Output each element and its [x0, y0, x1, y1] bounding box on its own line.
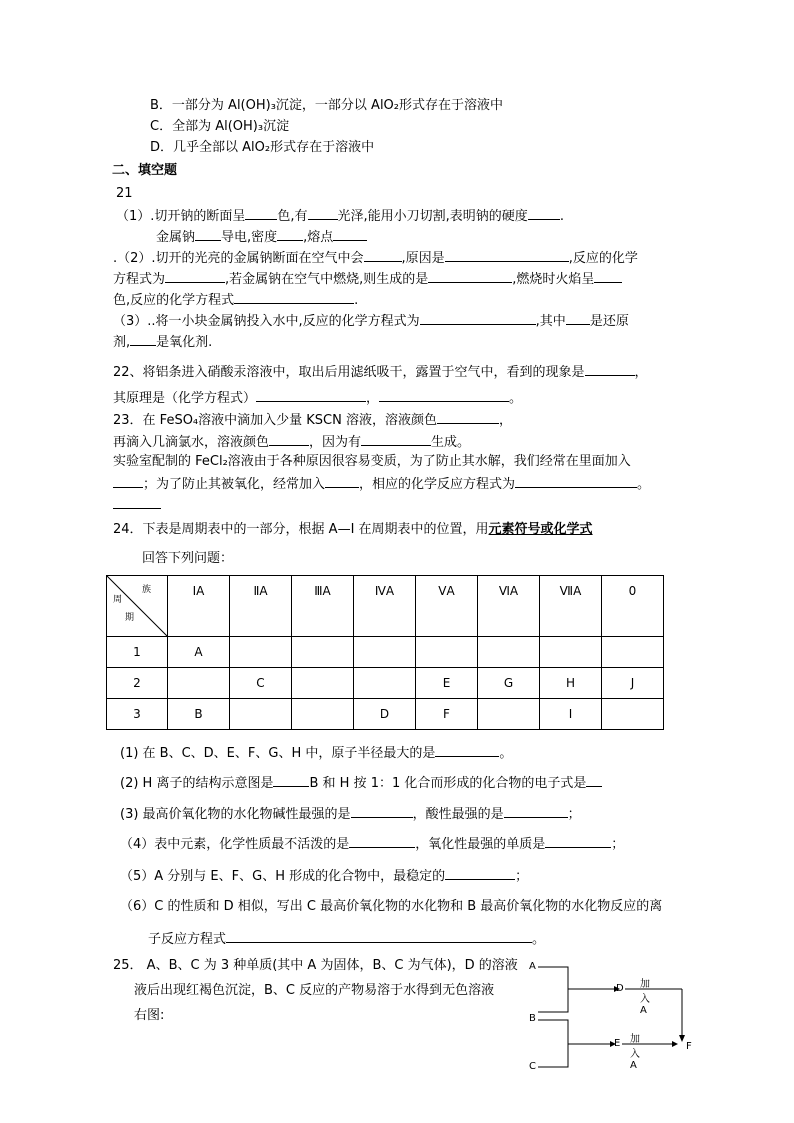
- q23-line1: 23．在 FeSO₄溶液中滴加入少量 KSCN 溶液，溶液颜色 ，: [113, 410, 512, 430]
- period-cell: 3: [107, 699, 168, 730]
- periodic-table: [106, 575, 664, 730]
- group-header: ⅡA: [230, 576, 292, 637]
- flow-node-d: D: [616, 983, 624, 994]
- option-b: B．一部分为 Al(OH)₃沉淀，一部分以 AlO₂形式存在于溶液中: [150, 98, 503, 113]
- element-cell: J: [602, 668, 664, 699]
- element-cell: [354, 668, 416, 699]
- q25-line2: 液后出现红褐色沉淀，B、C 反应的产物易溶于水得到无色溶液: [134, 983, 495, 998]
- q21-line7: 剂, 是氧化剂.: [113, 332, 212, 352]
- option-d: D．几乎全部以 AlO₂形式存在于溶液中: [150, 140, 375, 155]
- q24-intro: 24．下表是周期表中的一部分，根据 A—I 在周期表中的位置，用元素符号或化学式: [113, 522, 593, 537]
- q21-line1: （1）.切开钠的断面呈 色,有 光泽,能用小刀切割,表明钠的硬度 .: [116, 206, 564, 226]
- q24-answer-prompt: 回答下列问题：: [142, 551, 234, 566]
- period-cell: 2: [107, 668, 168, 699]
- group-header: ⅥA: [478, 576, 540, 637]
- element-cell: [292, 668, 354, 699]
- period-cell: 1: [107, 637, 168, 668]
- element-cell: [292, 637, 354, 668]
- element-cell: [602, 699, 664, 730]
- element-cell: I: [540, 699, 602, 730]
- q23-line3: 实验室配制的 FeCl₂溶液由于各种原因很容易变质，为了防止其水解，我们经常在里面加入: [113, 454, 631, 469]
- q21-line5: 色,反应的化学方程式 .: [113, 290, 358, 310]
- flow-node-e: E: [614, 1038, 621, 1049]
- table-row: [107, 699, 664, 730]
- element-cell: [540, 637, 602, 668]
- corner-group-label: 族: [141, 585, 151, 595]
- flow-node-f: F: [686, 1041, 692, 1052]
- group-header: ⅣA: [354, 576, 416, 637]
- q23-trailing-blank: [113, 508, 161, 509]
- element-cell: [478, 699, 540, 730]
- element-cell: B: [168, 699, 230, 730]
- element-cell: [354, 637, 416, 668]
- element-cell: F: [416, 699, 478, 730]
- element-cell: [230, 637, 292, 668]
- corner-period-label-1: 周: [113, 595, 123, 605]
- table-row: [107, 637, 664, 668]
- q24-sub2: (2) H 离子的结构示意图是 B 和 H 按 1：1 化合而形成的化合物的电子式是: [120, 773, 602, 793]
- group-header: ⅦA: [540, 576, 602, 637]
- flow-label-add-a-1: 加入A: [640, 979, 650, 1016]
- q23-line2: 再滴入几滴氯水，溶液颜色 ，因为有 生成。: [113, 432, 470, 452]
- element-cell: [292, 699, 354, 730]
- table-row: [107, 668, 664, 699]
- q21-line2: 金属钠 导电,密度 ,熔点: [156, 227, 367, 247]
- option-c: C．全部为 Al(OH)₃沉淀: [150, 119, 290, 134]
- q24-sub6-line2: 子反应方程式 。: [148, 929, 545, 949]
- corner-period-label-2: 期: [125, 613, 135, 623]
- element-cell: A: [168, 637, 230, 668]
- flow-node-b: B: [529, 1013, 536, 1024]
- q24-sub6-line1: （6）C 的性质和 D 相似，写出 C 最高价氧化物的水化物和 B 最高价氧化物的水化物反应的离: [120, 899, 663, 914]
- q23-line4: ；为了防止其被氧化，经常加入 ，相应的化学反应方程式为 。: [113, 474, 650, 494]
- q24-sub4: （4）表中元素，化学性质最不活泼的是 ，氧化性最强的单质是 ；: [120, 834, 624, 854]
- element-cell: C: [230, 668, 292, 699]
- q21-line6: （3）..将一小块金属钠投入水中,反应的化学方程式为 ,其中 是还原: [113, 311, 629, 331]
- element-cell: E: [416, 668, 478, 699]
- group-header: ⅤA: [416, 576, 478, 637]
- element-cell: [230, 699, 292, 730]
- element-cell: [478, 637, 540, 668]
- group-header: ⅢA: [292, 576, 354, 637]
- q24-sub3: (3) 最高价氧化物的水化物碱性最强的是 ，酸性最强的是 ；: [120, 804, 581, 824]
- q21-line3: .（2）.切开的光亮的金属钠断面在空气中会 ,原因是 ,反应的化学: [113, 248, 638, 268]
- flow-connectors: [520, 955, 710, 1075]
- element-cell: D: [354, 699, 416, 730]
- q24-sub5: （5）A 分别与 E、F、G、H 形成的化合物中，最稳定的 ；: [120, 866, 528, 886]
- element-cell: H: [540, 668, 602, 699]
- group-header: ⅠA: [168, 576, 230, 637]
- q22-line1: 22、将铝条进入硝酸汞溶液中，取出后用滤纸吸干，露置于空气中，看到的现象是 ，: [113, 362, 648, 382]
- flow-node-a: A: [529, 961, 536, 972]
- group-header: 0: [602, 576, 664, 637]
- element-cell: [416, 637, 478, 668]
- element-cell: [602, 637, 664, 668]
- flow-node-c: C: [529, 1061, 536, 1072]
- q21-number: 21: [116, 186, 133, 201]
- q22-line2: 其原理是（化学方程式） ， 。: [113, 388, 522, 408]
- element-cell: G: [478, 668, 540, 699]
- table-corner: [107, 576, 168, 637]
- q21-line4: 方程式为 ,若金属钠在空气中燃烧,则生成的是 ,燃烧时火焰呈: [113, 269, 622, 289]
- section-title: 二、填空题: [112, 163, 178, 178]
- flow-label-add-a-2: 加入A: [630, 1034, 640, 1071]
- element-cell: [168, 668, 230, 699]
- q25-line1: 25． A、B、C 为 3 种单质(其中 A 为固体，B、C 为气体)，D 的溶液: [113, 958, 518, 973]
- q25-line3: 右图:: [134, 1008, 165, 1023]
- q24-sub1: (1) 在 B、C、D、E、F、G、H 中，原子半径最大的是 。: [120, 743, 512, 763]
